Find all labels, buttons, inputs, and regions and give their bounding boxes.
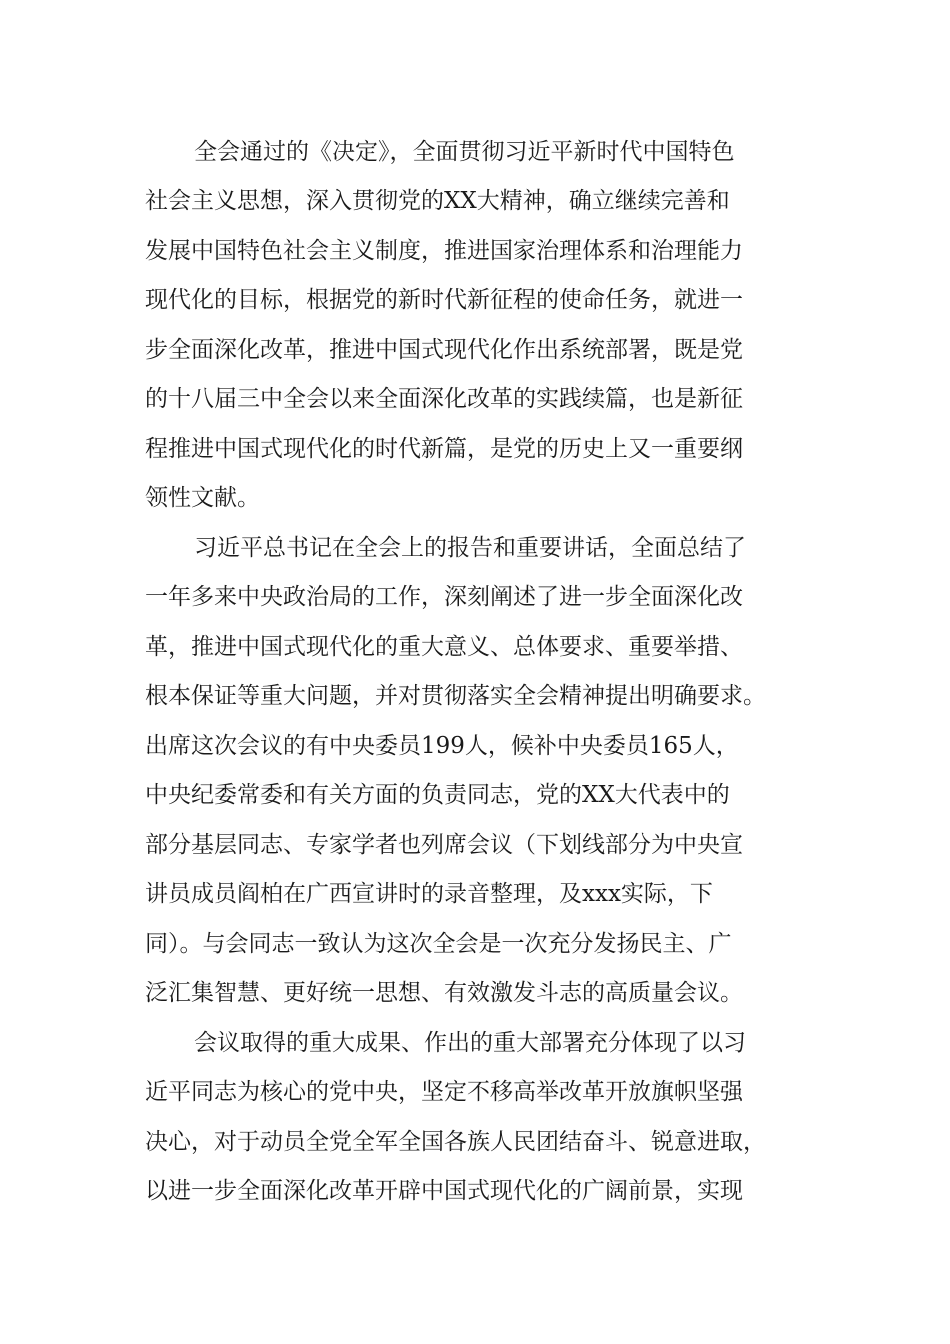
text-line: 部分基层同志、专家学者也列席会议（下划线部分为中央宣 bbox=[145, 832, 743, 858]
text-line: 步全面深化改革，推进中国式现代化作出系统部署，既是党 bbox=[145, 337, 743, 363]
text-line: 会议取得的重大成果、作出的重大部署充分体现了以习 bbox=[194, 1030, 746, 1056]
text-line: 中央纪委常委和有关方面的负责同志，党的XX大代表中的 bbox=[145, 782, 730, 808]
text-line: 程推进中国式现代化的时代新篇，是党的历史上又一重要纲 bbox=[145, 436, 743, 462]
text-line: 的十八届三中全会以来全面深化改革的实践续篇，也是新征 bbox=[145, 386, 743, 412]
text-line: 一年多来中央政治局的工作，深刻阐述了进一步全面深化改 bbox=[145, 584, 743, 610]
text-line: 习近平总书记在全会上的报告和重要讲话，全面总结了 bbox=[194, 535, 746, 561]
text-line: 以进一步全面深化改革开辟中国式现代化的广阔前景，实现 bbox=[145, 1178, 743, 1204]
text-line: 决心，对于动员全党全军全国各族人民团结奋斗、锐意进取， bbox=[145, 1129, 766, 1155]
text-line: 根本保证等重大问题，并对贯彻落实全会精神提出明确要求。 bbox=[145, 683, 766, 709]
text-line: 革，推进中国式现代化的重大意义、总体要求、重要举措、 bbox=[145, 634, 743, 660]
text-line: 社会主义思想，深入贯彻党的XX大精神，确立继续完善和 bbox=[145, 188, 730, 214]
text-line: 全会通过的《决定》，全面贯彻习近平新时代中国特色 bbox=[194, 139, 735, 165]
text-line: 现代化的目标，根据党的新时代新征程的使命任务，就进一 bbox=[145, 287, 743, 313]
text-line: 近平同志为核心的党中央，坚定不移高举改革开放旗帜坚强 bbox=[145, 1079, 743, 1105]
text-line: 出席这次会议的有中央委员199人，候补中央委员165人， bbox=[145, 733, 739, 759]
text-line: 领性文献。 bbox=[145, 485, 260, 511]
text-line: 发展中国特色社会主义制度，推进国家治理体系和治理能力 bbox=[145, 238, 743, 264]
text-line: 同）。与会同志一致认为这次全会是一次充分发扬民主、广 bbox=[145, 931, 732, 957]
text-line: 讲员成员阎柏在广西宣讲时的录音整理，及xxx实际，下 bbox=[145, 881, 713, 907]
text-line: 泛汇集智慧、更好统一思想、有效激发斗志的高质量会议。 bbox=[145, 980, 743, 1006]
